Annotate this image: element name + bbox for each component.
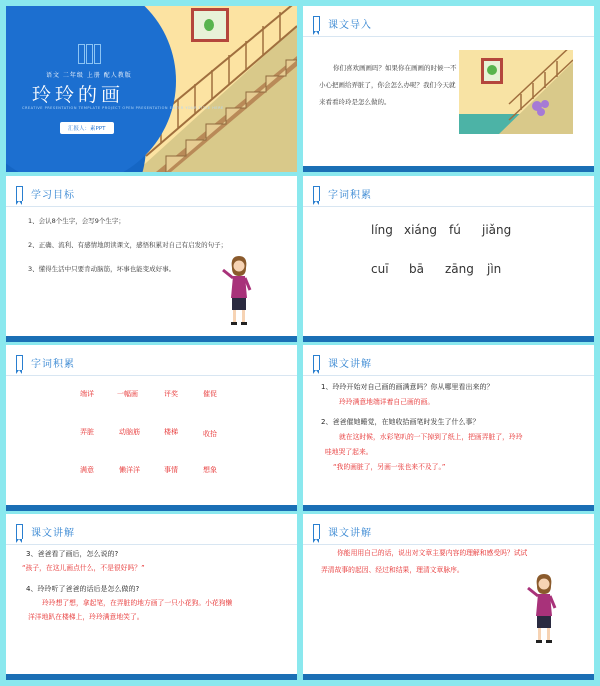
goals-list [28, 216, 227, 288]
staircase-picture [459, 50, 573, 134]
slide-heading: 课文讲解 [31, 527, 75, 539]
slide-text-explanation-2[interactable] [6, 514, 297, 680]
slide-heading: 字词积累 [328, 189, 372, 201]
vocab-word: 动脑筋 [119, 428, 140, 436]
vocab-word: 催促 [203, 390, 217, 398]
bookmark-icon [313, 355, 320, 370]
slide-heading: 课文导入 [328, 19, 372, 31]
answer-text: 洋洋地趴在楼梯上，玲玲满意地笑了。 [28, 613, 144, 621]
slide-header [16, 353, 75, 371]
answer-text: “孩子，在这儿画点什么，不是很好吗？” [22, 564, 145, 572]
header-divider [303, 544, 594, 545]
footer-bar [303, 166, 594, 172]
footer-bar [303, 505, 594, 511]
footer-bar [6, 336, 297, 342]
cover-title: 玲玲的画 [32, 84, 125, 106]
bookmark-icon [313, 524, 320, 539]
pinyin-item: líng [371, 223, 393, 237]
vocab-word: 端详 [80, 390, 94, 398]
prompt-text: 你能用用自己的话，说出对文章主要内容的理解和感受吗？试试 [337, 549, 528, 557]
bookmark-icon [313, 186, 320, 201]
vocab-word: 评奖 [164, 390, 178, 398]
answer-text: 就在这时候，水彩笔叭的一下掉到了纸上，把画弄脏了，玲玲 [339, 433, 523, 441]
goal-item: 2、正确、流利、有感情地朗读课文，感悟积累对自己有启发的句子； [28, 241, 228, 249]
vocab-word: 事情 [164, 466, 178, 474]
goal-item: 3、懂得生活中只要肯动脑筋，坏事也能变成好事。 [28, 265, 176, 273]
vocab-word: 一幅画 [117, 390, 138, 398]
question-text: 2、爸爸催她睡觉，在她收拾画笔时发生了什么事？ [321, 418, 480, 426]
pinyin-item: zāng [445, 262, 474, 276]
question-text: 4、玲玲听了爸爸的话后是怎么做的? [26, 585, 140, 593]
header-divider [6, 375, 297, 376]
header-divider [6, 206, 297, 207]
header-divider [303, 36, 594, 37]
question-text: 1、玲玲开始对自己画的画满意吗？你从哪里看出来的？ [321, 383, 494, 391]
prompt-text: 弄清故事的起因、经过和结果，理清文章脉序。 [321, 566, 464, 574]
pinyin-item: jìn [487, 262, 502, 276]
slide-text-explanation-1[interactable] [303, 345, 594, 511]
cover-subtitle: 语文 二年级 上册 配人教版 [46, 72, 132, 79]
footer-bar [6, 505, 297, 511]
answer-text: “我的画脏了，另画一张也来不及了。” [333, 463, 446, 471]
vocab-word: 弄脏 [80, 428, 94, 436]
slide-header [16, 184, 75, 202]
slide-heading: 学习目标 [31, 189, 75, 201]
pinyin-item: bā [409, 262, 424, 276]
goal-item: 1、会认8个生字，会写9个生字； [28, 217, 125, 225]
pinyin-item: cuī [371, 262, 389, 276]
footer-bar [303, 336, 594, 342]
question-text: 3、爸爸看了画后，怎么说的? [26, 550, 119, 558]
slide-learning-goals[interactable] [6, 176, 297, 342]
intro-paragraph: 你们喜欢画画吗？如果你在画画的时候一不小心把画给弄脏了，你会怎么办呢？我们今天就来看看玲玲是怎么做的。 [319, 64, 457, 106]
bookmark-icon [16, 524, 23, 539]
footer-bar [303, 674, 594, 680]
slide-header [313, 353, 372, 371]
bookmark-icon [313, 16, 320, 31]
slide-pinyin[interactable] [303, 176, 594, 342]
slide-heading: 字词积累 [31, 358, 75, 370]
header-divider [303, 206, 594, 207]
pinyin-item: fú [449, 223, 461, 237]
pinyin-item: xiáng [404, 223, 438, 237]
header-divider [6, 544, 297, 545]
teacher-figure [222, 254, 256, 326]
pinyin-item: jiǎng [482, 223, 512, 237]
vocab-word: 懒洋洋 [119, 466, 140, 474]
header-divider [303, 375, 594, 376]
cover-english-text: CREATIVE PRESENTATION TEMPLATE PROJECT OPEN PRESENTATION ENTER YOUR TITLE HERE [22, 106, 224, 110]
vocab-word: 楼梯 [164, 428, 178, 436]
bookmark-icon [16, 186, 23, 201]
slide-heading: 课文讲解 [328, 527, 372, 539]
footer-bar [6, 674, 297, 680]
slide-vocabulary[interactable] [6, 345, 297, 511]
books-icon [78, 44, 106, 64]
bookmark-icon [16, 355, 23, 370]
slide-header [313, 522, 372, 540]
slide-header [16, 522, 75, 540]
reporter-badge: 汇报人：素PPT [60, 122, 114, 134]
slide-header [313, 14, 372, 32]
slide-text-explanation-3[interactable] [303, 514, 594, 680]
cover-slide[interactable] [6, 6, 297, 172]
vocab-word: 想象 [203, 466, 217, 474]
slide-heading: 课文讲解 [328, 358, 372, 370]
vocab-word: 收拾 [203, 430, 217, 438]
teacher-figure [527, 572, 561, 644]
answer-text: 哇地哭了起来。 [325, 448, 373, 456]
slide-introduction[interactable] [303, 6, 594, 172]
answer-text: 玲玲想了想，拿起笔，在弄脏的地方画了一只小花狗。小花狗懒 [42, 599, 233, 607]
vocab-word: 满意 [80, 466, 94, 474]
slide-header [313, 184, 372, 202]
answer-text: 玲玲满意地端详着自己画的画。 [339, 398, 435, 406]
